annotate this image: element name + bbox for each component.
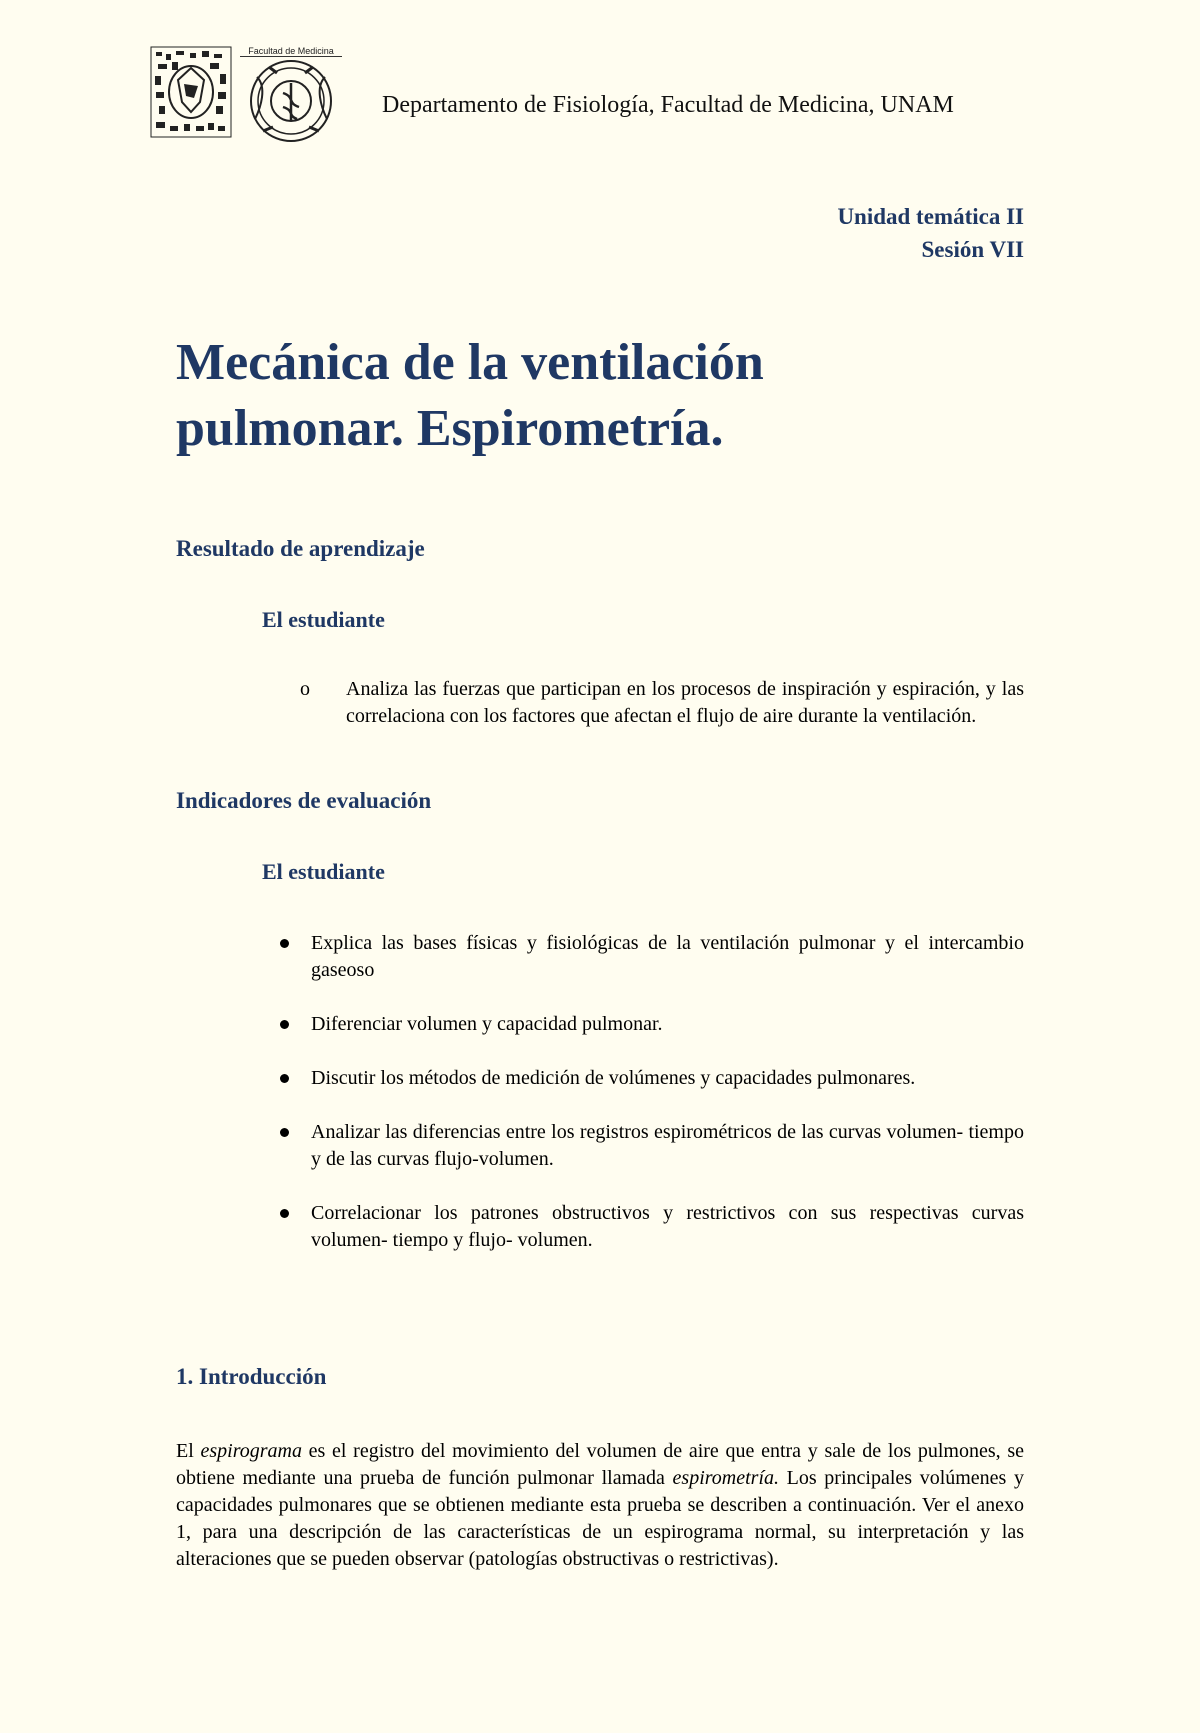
- session-info: [837, 200, 1024, 266]
- introduction-paragraph: [176, 1438, 1024, 1573]
- list-item: [300, 676, 1024, 730]
- list-item-text: Explica las bases físicas y fisiológicas de la ventilación pulmonar y el intercambio gaseoso: [311, 932, 1024, 981]
- intro-text-part-2: es el registro del movimiento del volumen de aire que entra y sale de los pulmones, se obtiene mediante una prueba de función pulmonar llamada: [176, 1440, 1024, 1489]
- list-item-text: Discutir los métodos de medición de volúmenes y capacidades pulmonares.: [311, 1067, 916, 1089]
- introduction-heading: 1. Introducción: [176, 1364, 327, 1389]
- list-item: [276, 1011, 1024, 1038]
- faculty-logo-label: Facultad de Medicina: [240, 46, 342, 57]
- faculty-seal-icon: [243, 57, 339, 145]
- list-item: [276, 1065, 1024, 1092]
- learning-outcome-list: [300, 676, 1024, 730]
- bullet-icon: [280, 939, 289, 948]
- evaluation-indicators-heading: Indicadores de evaluación: [176, 788, 432, 813]
- department-name: Departamento de Fisiología, Facultad de Medicina, UNAM: [382, 92, 954, 118]
- header-logos: [150, 46, 342, 145]
- unam-seal-logo: [150, 46, 232, 138]
- term-espirograma: espirograma: [200, 1440, 302, 1462]
- list-marker: o: [300, 678, 310, 700]
- intro-text-part-3: Los principales volúmenes y capacidades pulmonares que se obtienen mediante esta prueba se describen a continuación. Ver el anexo 1, para una descripción de las características de un espirograma normal, su interpretación y las alteraciones que se pueden observar (patologías obstructivas o restrictivas).: [176, 1467, 1024, 1570]
- indicators-student-subheading: El estudiante: [262, 859, 385, 884]
- list-item-text: Analiza las fuerzas que participan en los procesos de inspiración y espiración, y las correlaciona con los factores que afectan el flujo de aire durante la ventilación.: [346, 678, 1024, 727]
- list-item-text: Correlacionar los patrones obstructivos y restrictivos con sus respectivas curvas volumen- tiempo y flujo- volumen.: [311, 1202, 1024, 1251]
- session-label: Sesión VII: [921, 237, 1024, 262]
- faculty-logo: [240, 46, 342, 145]
- list-item-text: Diferenciar volumen y capacidad pulmonar.: [311, 1013, 663, 1035]
- unit-label: Unidad temática II: [837, 204, 1024, 229]
- learning-outcome-heading: Resultado de aprendizaje: [176, 536, 425, 561]
- bullet-icon: [280, 1074, 289, 1083]
- document-title: [176, 330, 1036, 462]
- learning-student-subheading: El estudiante: [262, 607, 385, 632]
- indicators-list: [276, 930, 1024, 1281]
- bullet-icon: [280, 1020, 289, 1029]
- bullet-icon: [280, 1209, 289, 1218]
- term-espirometria: espirometría.: [672, 1467, 780, 1489]
- list-item: [276, 1200, 1024, 1254]
- list-item: [276, 930, 1024, 984]
- title-line-1: Mecánica de la ventilación: [176, 334, 764, 391]
- title-line-2: pulmonar. Espirometría.: [176, 400, 724, 457]
- bullet-icon: [280, 1128, 289, 1137]
- list-item-text: Analizar las diferencias entre los registros espirométricos de las curvas volumen- tiempo y de las curvas flujo-volumen.: [311, 1121, 1024, 1170]
- list-item: [276, 1119, 1024, 1173]
- intro-text-part-1: El: [176, 1440, 201, 1462]
